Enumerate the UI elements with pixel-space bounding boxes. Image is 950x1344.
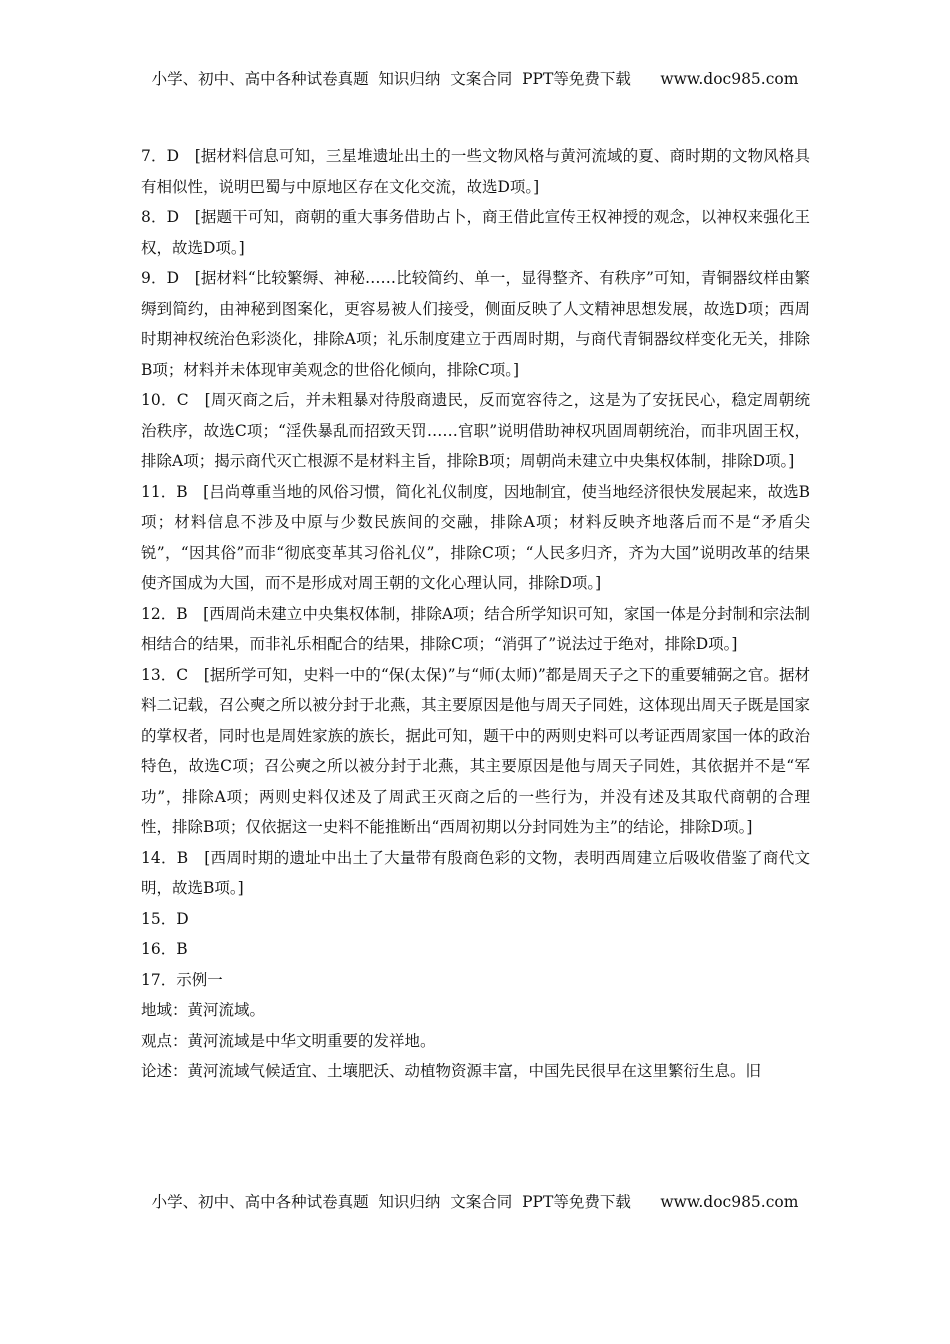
answer-item-7: 7．D [据材料信息可知，三星堆遗址出土的一些文物风格与黄河流域的夏、商时期的文物风格具有相似性，说明巴蜀与中原地区存在文化交流，故选D项。] xyxy=(141,147,810,196)
answer-17-viewpoint: 观点：黄河流域是中华文明重要的发祥地。 xyxy=(141,1031,436,1050)
answer-item-17: 17．示例一 xyxy=(141,970,223,989)
answer-content xyxy=(141,141,810,1087)
answer-item-13: 13．C [据所学可知，史料一中的“保(太保)”与“师(太师)”都是周天子之下的重要辅弼之官。据材料二记载，召公奭之所以被分封于北燕，其主要原因是他与周天子同姓，这体现出周天子既是国家的掌权者，同时也是周姓家族的族长，据此可知，题干中的两则史料可以考证西周家国一体的政治特色，故选C项；召公奭之所以被分封于北燕，其主要原因是他与周天子同姓，其依据并不是“军功”，排除A项；两则史料仅述及了周武王灭商之后的一些行为，并没有述及其取代商朝的合理性，排除B项；仅依据这一史料不能推断出“西周初期以分封同姓为主”的结论，排除D项。] xyxy=(141,665,810,836)
answer-item-12: 12．B [西周尚未建立中央集权体制，排除A项；结合所学知识可知，家国一体是分封制和宗法制相结合的结果，而非礼乐相配合的结果，排除C项；“消弭了”说法过于绝对，排除D项。] xyxy=(141,604,810,653)
answer-item-14: 14．B [西周时期的遗址中出土了大量带有殷商色彩的文物，表明西周建立后吸收借鉴了商代文明，故选B项。] xyxy=(141,848,810,897)
answer-item-8: 8．D [据题干可知，商朝的重大事务借助占卜，商王借此宣传王权神授的观念，以神权来强化王权，故选D项。] xyxy=(141,208,810,257)
answer-item-15: 15．D xyxy=(141,909,189,928)
answer-17-region: 地域：黄河流域。 xyxy=(141,1001,266,1019)
page-footer: 小学、初中、高中各种试卷真题 知识归纳 文案合同 PPT等免费下载 www.doc985.com xyxy=(151,1193,799,1211)
answer-item-10: 10．C [周灭商之后，并未粗暴对待殷商遗民，反而宽容待之，这是为了安抚民心，稳定周朝统治秩序，故选C项；“淫佚暴乱而招致天罚……官职”说明借助神权巩固周朝统治，而非巩固王权，排除A项；揭示商代灭亡根源不是材料主旨，排除B项；周朝尚未建立中央集权体制，排除D项。] xyxy=(141,391,810,470)
answer-item-11: 11．B [吕尚尊重当地的风俗习惯，简化礼仪制度，因地制宜，使当地经济很快发展起来，故选B项；材料信息不涉及中原与少数民族间的交融，排除A项；材料反映齐地落后而不是“矛盾尖锐”，“因其俗”而非“彻底变革其习俗礼仪”，排除C项；“人民多归齐，齐为大国”说明改革的结果使齐国成为大国，而不是形成对周王朝的文化心理认同，排除D项。] xyxy=(141,482,810,592)
answer-17-argument: 论述：黄河流域气候适宜、土壤肥沃、动植物资源丰富，中国先民很早在这里繁衍生息。旧 xyxy=(141,1062,762,1080)
answer-item-9: 9．D [据材料“比较繁缛、神秘……比较简约、单一，显得整齐、有秩序”可知，青铜器纹样由繁缛到简约，由神秘到图案化，更容易被人们接受，侧面反映了人文精神思想发展，故选D项；西周时期神权统治色彩淡化，排除A项；礼乐制度建立于西周时期，与商代青铜器纹样变化无关，排除B项；材料并未体现审美观念的世俗化倾向，排除C项。] xyxy=(141,269,810,379)
page-header: 小学、初中、高中各种试卷真题 知识归纳 文案合同 PPT等免费下载 www.doc985.com xyxy=(151,70,799,88)
answer-item-16: 16．B xyxy=(141,940,188,958)
